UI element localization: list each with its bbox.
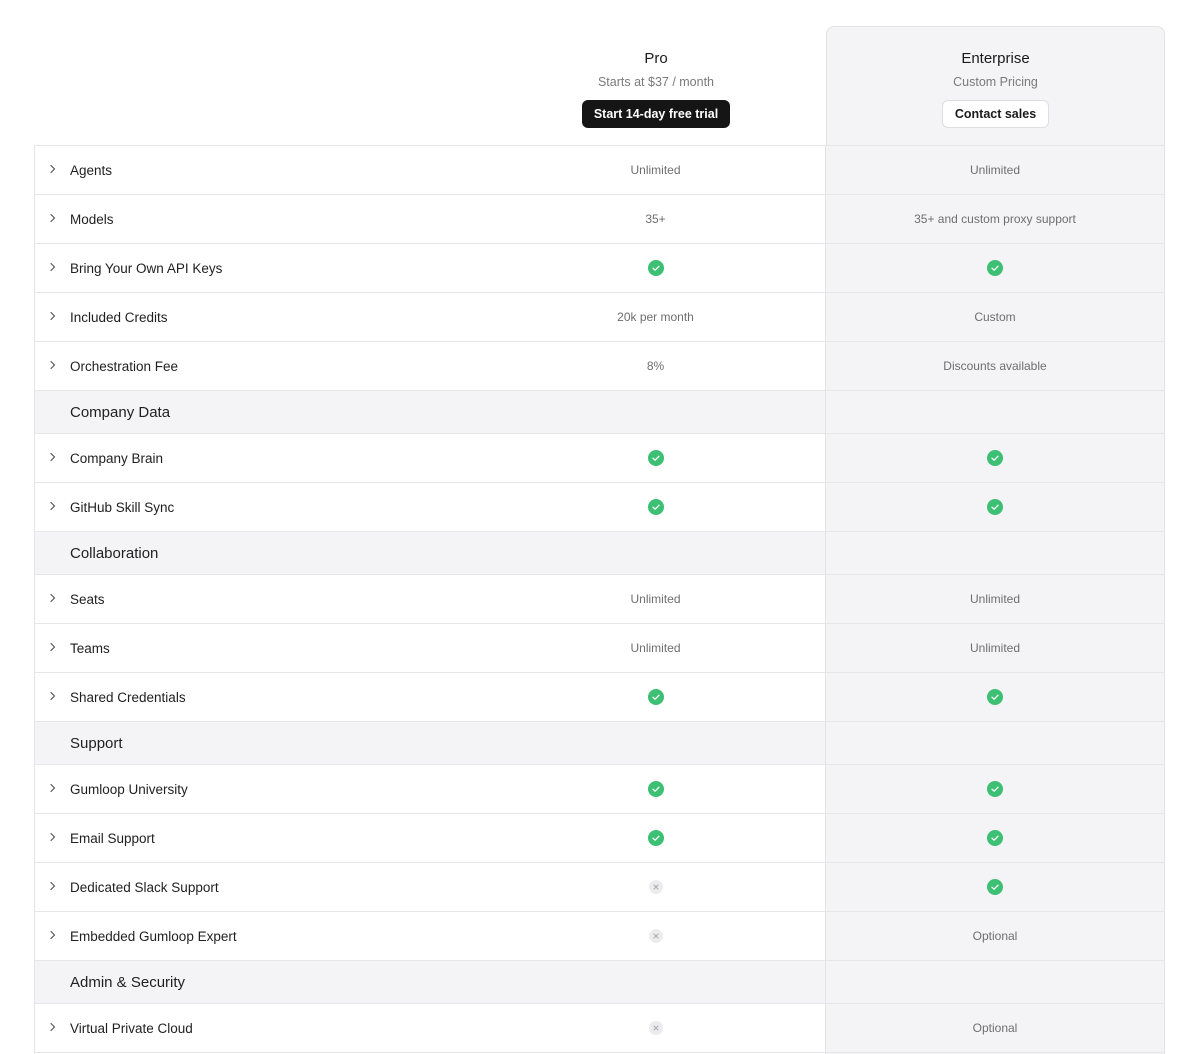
feature-label-cell[interactable]	[34, 1004, 486, 1052]
check-circle-icon	[648, 499, 664, 515]
enterprise-cell	[826, 483, 1165, 531]
pro-cell	[486, 532, 826, 574]
feature-label-cell[interactable]	[34, 146, 486, 194]
pro-plan-name: Pro	[644, 50, 668, 67]
pro-value: Unlimited	[630, 592, 681, 606]
pro-cell	[486, 814, 826, 862]
enterprise-cell	[826, 1004, 1165, 1052]
feature-label-cell[interactable]	[34, 814, 486, 862]
chevron-right-icon[interactable]	[35, 454, 70, 462]
enterprise-value: Custom	[974, 310, 1016, 324]
section-label-cell	[34, 961, 486, 1003]
enterprise-cell	[826, 912, 1165, 960]
feature-row[interactable]	[34, 1003, 1165, 1052]
feature-name: Virtual Private Cloud	[70, 1020, 193, 1036]
feature-row[interactable]	[34, 672, 1165, 721]
enterprise-plan-price: Custom Pricing	[953, 75, 1038, 89]
feature-row[interactable]	[34, 194, 1165, 243]
feature-row[interactable]	[34, 433, 1165, 482]
chevron-right-icon[interactable]	[35, 932, 70, 940]
feature-label-cell[interactable]	[34, 912, 486, 960]
enterprise-value: Discounts available	[943, 359, 1047, 373]
enterprise-cell	[826, 673, 1165, 721]
feature-name: Embedded Gumloop Expert	[70, 928, 237, 944]
feature-label-cell[interactable]	[34, 434, 486, 482]
pro-cell	[486, 391, 826, 433]
section-header	[34, 721, 1165, 764]
chevron-right-icon[interactable]	[35, 503, 70, 511]
x-circle-icon	[649, 929, 663, 943]
pro-value: 8%	[646, 359, 665, 373]
section-header	[34, 960, 1165, 1003]
section-title: Support	[70, 734, 123, 752]
pro-cell	[486, 293, 826, 341]
pro-cell	[486, 673, 826, 721]
enterprise-cell	[826, 146, 1165, 194]
feature-label-cell[interactable]	[34, 293, 486, 341]
feature-row[interactable]	[34, 243, 1165, 292]
enterprise-cell	[826, 575, 1165, 623]
enterprise-cell	[826, 624, 1165, 672]
enterprise-cell	[826, 863, 1165, 911]
check-circle-icon	[648, 260, 664, 276]
pro-plan-header	[486, 26, 826, 146]
feature-name: GitHub Skill Sync	[70, 499, 175, 515]
enterprise-value: Unlimited	[969, 163, 1020, 177]
pro-cell	[486, 961, 826, 1003]
feature-row[interactable]	[34, 813, 1165, 862]
check-circle-icon	[648, 781, 664, 797]
pro-cell	[486, 1004, 826, 1052]
feature-row[interactable]	[34, 574, 1165, 623]
enterprise-value: Optional	[972, 1021, 1018, 1035]
start-free-trial-button[interactable]: Start 14-day free trial	[582, 100, 730, 128]
chevron-right-icon[interactable]	[35, 644, 70, 652]
pro-cell	[486, 434, 826, 482]
pro-plan-price: Starts at $37 / month	[597, 75, 715, 89]
feature-label-cell[interactable]	[34, 244, 486, 292]
chevron-right-icon[interactable]	[35, 1024, 70, 1032]
check-circle-icon	[987, 781, 1003, 797]
pro-cell	[486, 765, 826, 813]
contact-sales-button[interactable]: Contact sales	[942, 100, 1049, 128]
feature-row[interactable]	[34, 341, 1165, 390]
chevron-right-icon[interactable]	[35, 595, 70, 603]
feature-row[interactable]	[34, 145, 1165, 194]
check-circle-icon	[987, 260, 1003, 276]
check-circle-icon	[648, 689, 664, 705]
x-circle-icon	[649, 1021, 663, 1035]
enterprise-value: 35+ and custom proxy support	[914, 212, 1076, 226]
chevron-right-icon[interactable]	[35, 834, 70, 842]
feature-label-cell[interactable]	[34, 483, 486, 531]
check-circle-icon	[648, 830, 664, 846]
feature-label-cell[interactable]	[34, 575, 486, 623]
feature-row[interactable]	[34, 911, 1165, 960]
section-header	[34, 390, 1165, 433]
enterprise-cell	[826, 434, 1165, 482]
pro-value: 35+	[645, 212, 666, 226]
feature-name: Bring Your Own API Keys	[70, 260, 223, 276]
feature-row[interactable]	[34, 482, 1165, 531]
enterprise-cell	[826, 722, 1165, 764]
enterprise-cell	[826, 961, 1165, 1003]
enterprise-cell	[826, 195, 1165, 243]
feature-row[interactable]	[34, 623, 1165, 672]
x-circle-icon	[649, 880, 663, 894]
feature-label-cell[interactable]	[34, 673, 486, 721]
check-circle-icon	[648, 450, 664, 466]
section-label-cell	[34, 532, 486, 574]
chevron-right-icon[interactable]	[35, 313, 70, 321]
section-title: Collaboration	[70, 544, 159, 562]
feature-name: Orchestration Fee	[70, 358, 179, 374]
chevron-right-icon[interactable]	[35, 215, 70, 223]
feature-row[interactable]	[34, 862, 1165, 911]
check-circle-icon	[987, 450, 1003, 466]
enterprise-cell	[826, 532, 1165, 574]
check-circle-icon	[987, 879, 1003, 895]
pro-cell	[486, 624, 826, 672]
section-label-cell	[34, 391, 486, 433]
feature-name: Agents	[70, 162, 113, 178]
enterprise-cell	[826, 765, 1165, 813]
pro-value: Unlimited	[630, 641, 681, 655]
feature-label-cell[interactable]	[34, 765, 486, 813]
pro-cell	[486, 483, 826, 531]
enterprise-cell	[826, 342, 1165, 390]
feature-name: Company Brain	[70, 450, 164, 466]
feature-name: Teams	[70, 640, 110, 656]
chevron-right-icon[interactable]	[35, 362, 70, 370]
feature-label-cell[interactable]	[34, 195, 486, 243]
enterprise-cell	[826, 244, 1165, 292]
pro-cell	[486, 195, 826, 243]
pro-cell	[486, 575, 826, 623]
pro-cell	[486, 722, 826, 764]
enterprise-value: Unlimited	[969, 641, 1020, 655]
enterprise-cell	[826, 391, 1165, 433]
check-circle-icon	[987, 499, 1003, 515]
chevron-right-icon[interactable]	[35, 785, 70, 793]
enterprise-value: Unlimited	[969, 592, 1020, 606]
enterprise-plan-header	[826, 26, 1165, 146]
feature-comparison-table	[34, 145, 1165, 1054]
enterprise-cell	[826, 814, 1165, 862]
pro-cell	[486, 146, 826, 194]
check-circle-icon	[987, 830, 1003, 846]
pro-cell	[486, 863, 826, 911]
check-circle-icon	[987, 689, 1003, 705]
feature-name: Dedicated Slack Support	[70, 879, 219, 895]
section-title: Company Data	[70, 403, 171, 421]
enterprise-plan-name: Enterprise	[961, 50, 1030, 67]
feature-row[interactable]	[34, 292, 1165, 341]
pro-value: Unlimited	[630, 163, 681, 177]
chevron-right-icon[interactable]	[35, 883, 70, 891]
chevron-right-icon[interactable]	[35, 166, 70, 174]
section-title: Admin & Security	[70, 973, 186, 991]
pro-cell	[486, 244, 826, 292]
feature-name: Seats	[70, 591, 105, 607]
feature-row[interactable]	[34, 764, 1165, 813]
chevron-right-icon[interactable]	[35, 264, 70, 272]
pro-cell	[486, 912, 826, 960]
chevron-right-icon[interactable]	[35, 693, 70, 701]
feature-label-cell[interactable]	[34, 624, 486, 672]
feature-name: Shared Credentials	[70, 689, 186, 705]
feature-name: Included Credits	[70, 309, 168, 325]
feature-name: Gumloop University	[70, 781, 188, 797]
pro-cell	[486, 342, 826, 390]
section-header	[34, 531, 1165, 574]
feature-label-cell[interactable]	[34, 863, 486, 911]
enterprise-cell	[826, 293, 1165, 341]
feature-label-cell[interactable]	[34, 342, 486, 390]
pro-value: 20k per month	[617, 310, 694, 324]
enterprise-value: Optional	[972, 929, 1018, 943]
section-label-cell	[34, 722, 486, 764]
feature-name: Models	[70, 211, 114, 227]
feature-name: Email Support	[70, 830, 155, 846]
